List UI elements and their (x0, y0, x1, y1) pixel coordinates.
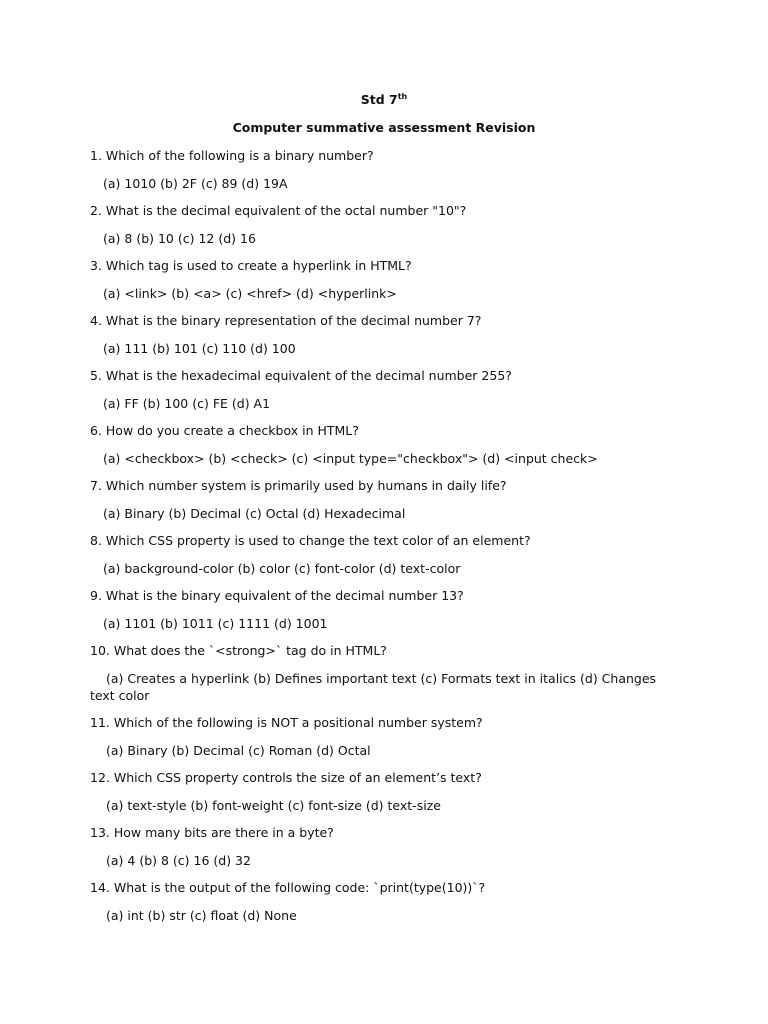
question-text: 6. How do you create a checkbox in HTML? (90, 423, 359, 438)
question-text: 3. Which tag is used to create a hyperlink in HTML? (90, 258, 412, 273)
question-options: (a) 111 (b) 101 (c) 110 (d) 100 (103, 340, 296, 356)
question-text: 10. What does the `<strong>` tag do in HTML? (90, 643, 387, 658)
question-options: (a) background-color (b) color (c) font-color (d) text-color (103, 560, 461, 576)
question-list (90, 147, 680, 924)
question-text: 4. What is the binary representation of the decimal number 7? (90, 313, 482, 328)
question-text: 9. What is the binary equivalent of the decimal number 13? (90, 588, 464, 603)
class-heading (0, 92, 768, 107)
question-options: (a) <link> (b) <a> (c) <href> (d) <hyperlink> (103, 285, 397, 301)
question-options: (a) <checkbox> (b) <check> (c) <input type="checkbox"> (d) <input check> (103, 450, 598, 466)
question-text: 11. Which of the following is NOT a positional number system? (90, 715, 483, 730)
question-text: 1. Which of the following is a binary number? (90, 148, 374, 163)
question-text: 12. Which CSS property controls the size of an element’s text? (90, 770, 482, 785)
question-text: 2. What is the decimal equivalent of the octal number "10"? (90, 203, 467, 218)
question-options: (a) 4 (b) 8 (c) 16 (d) 32 (106, 852, 251, 868)
class-label: Std 7 (360, 92, 398, 108)
question-options: (a) 1010 (b) 2F (c) 89 (d) 19A (103, 175, 288, 191)
question-text: 14. What is the output of the following code: `print(type(10))`? (90, 880, 486, 895)
question-text: 13. How many bits are there in a byte? (90, 825, 334, 840)
question-options: (a) text-style (b) font-weight (c) font-size (d) text-size (106, 797, 441, 813)
question-options: (a) int (b) str (c) float (d) None (106, 907, 297, 923)
question-text: 5. What is the hexadecimal equivalent of the decimal number 255? (90, 368, 512, 383)
question-options: (a) Binary (b) Decimal (c) Roman (d) Octal (106, 742, 371, 758)
question-options: (a) FF (b) 100 (c) FE (d) A1 (103, 395, 271, 411)
question-options: (a) Creates a hyperlink (b) Defines important text (c) Formats text in italics (d) Changes text color (90, 670, 657, 703)
question-options: (a) 1101 (b) 1011 (c) 1111 (d) 1001 (103, 615, 328, 631)
class-superscript: th (397, 92, 408, 101)
question-options: (a) Binary (b) Decimal (c) Octal (d) Hexadecimal (103, 505, 406, 521)
question-text: 7. Which number system is primarily used by humans in daily life? (90, 478, 507, 493)
question-options: (a) 8 (b) 10 (c) 12 (d) 16 (103, 230, 256, 246)
document-title: Computer summative assessment Revision (232, 120, 536, 135)
question-text: 8. Which CSS property is used to change the text color of an element? (90, 533, 531, 548)
